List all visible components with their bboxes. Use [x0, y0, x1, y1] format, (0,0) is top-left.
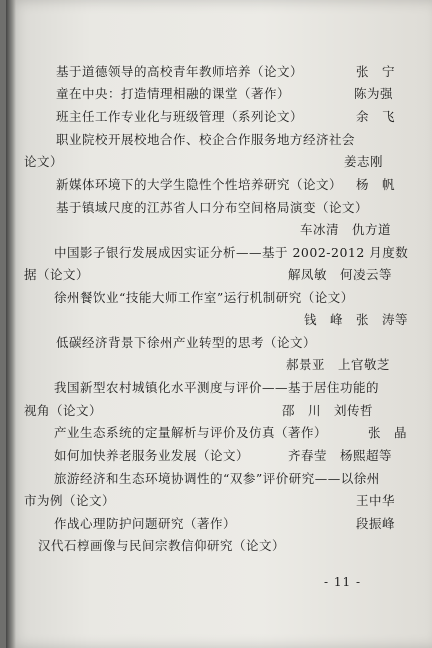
- entry-line: [6, 535, 432, 557]
- entry-line: [6, 309, 432, 331]
- entry-line: [6, 242, 432, 264]
- entry-line: [6, 197, 432, 219]
- entry-author: 王中华: [356, 493, 396, 508]
- entry-line: [6, 400, 432, 422]
- entry-title: 徐州餐饮业“技能大师工作室”运行机制研究（论文）: [54, 290, 354, 305]
- entry-line: [6, 490, 432, 512]
- entry-title: 基于道德领导的高校青年教师培养（论文）: [56, 64, 304, 79]
- entry-title: 论文）: [24, 154, 64, 169]
- entry-line: [6, 151, 432, 173]
- entry-title: 汉代石椁画像与民间宗教信仰研究（论文）: [38, 538, 286, 553]
- entry-author: 解凤敏 何凌云等: [288, 267, 393, 282]
- entry-line: [6, 129, 432, 151]
- entry-line: [6, 332, 432, 354]
- entry-title: 据（论文）: [24, 267, 90, 282]
- entry-line: [6, 264, 432, 286]
- entry-title: 班主任工作专业化与班级管理（系列论文）: [56, 109, 304, 124]
- entry-author: 齐春莹 杨熙超等: [288, 448, 393, 463]
- entry-author: 段振峰: [356, 516, 396, 531]
- entry-line: [6, 422, 432, 444]
- entry-title: 新媒体环境下的大学生隐性个性培养研究（论文）: [56, 177, 343, 192]
- entry-line: [6, 174, 432, 196]
- entry-title: 旅游经济和生态环境协调性的“双参”评价研究——以徐州: [54, 471, 380, 486]
- entry-author: 车冰清 仇方道: [300, 222, 392, 237]
- entry-title: 视角（论文）: [24, 403, 103, 418]
- entry-title: 市为例（论文）: [24, 493, 116, 508]
- entry-line: [6, 106, 432, 128]
- entry-line: [6, 445, 432, 467]
- entry-author: 杨 帆: [356, 177, 396, 192]
- entry-line: [6, 377, 432, 399]
- entry-author: 陈为强: [354, 86, 394, 101]
- entry-author: 邵 川 刘传哲: [282, 403, 374, 418]
- entry-title: 作战心理防护问题研究（著作）: [54, 516, 237, 531]
- entry-line: [6, 354, 432, 376]
- entry-title: 童在中央：打造情理相融的课堂（著作）: [56, 86, 291, 101]
- entry-line: [6, 287, 432, 309]
- entry-title: 产业生态系统的定量解析与评价及仿真（著作）: [54, 425, 328, 440]
- entry-title: 中国影子银行发展成因实证分析——基于 2002-2012 月度数: [54, 245, 409, 260]
- entry-author: 张 宁: [356, 64, 396, 79]
- entry-line: [6, 219, 432, 241]
- entry-author: 郝景亚 上官敬芝: [286, 357, 391, 372]
- entry-title: 职业院校开展校地合作、校企合作服务地方经济社会: [56, 132, 356, 147]
- entry-line: [6, 468, 432, 490]
- entry-title: 低碳经济背景下徐州产业转型的思考（论文）: [56, 335, 317, 350]
- entry-line: [6, 83, 432, 105]
- entry-author: 余 飞: [356, 109, 396, 124]
- entry-line: [6, 61, 432, 83]
- entry-title: 如何加快养老服务业发展（论文）: [54, 448, 250, 463]
- entry-title: 我国新型农村城镇化水平测度与评价——基于居住功能的: [54, 380, 380, 395]
- page-number: - 11 -: [324, 575, 362, 589]
- book-page: [6, 0, 432, 648]
- entry-author: 张 晶: [368, 425, 408, 440]
- entry-title: 基于镇域尺度的江苏省人口分布空间格局演变（论文）: [56, 200, 369, 215]
- entry-line: [6, 513, 432, 535]
- entry-author: 姜志刚: [344, 154, 384, 169]
- entry-author: 钱 峰 张 涛等: [304, 312, 409, 327]
